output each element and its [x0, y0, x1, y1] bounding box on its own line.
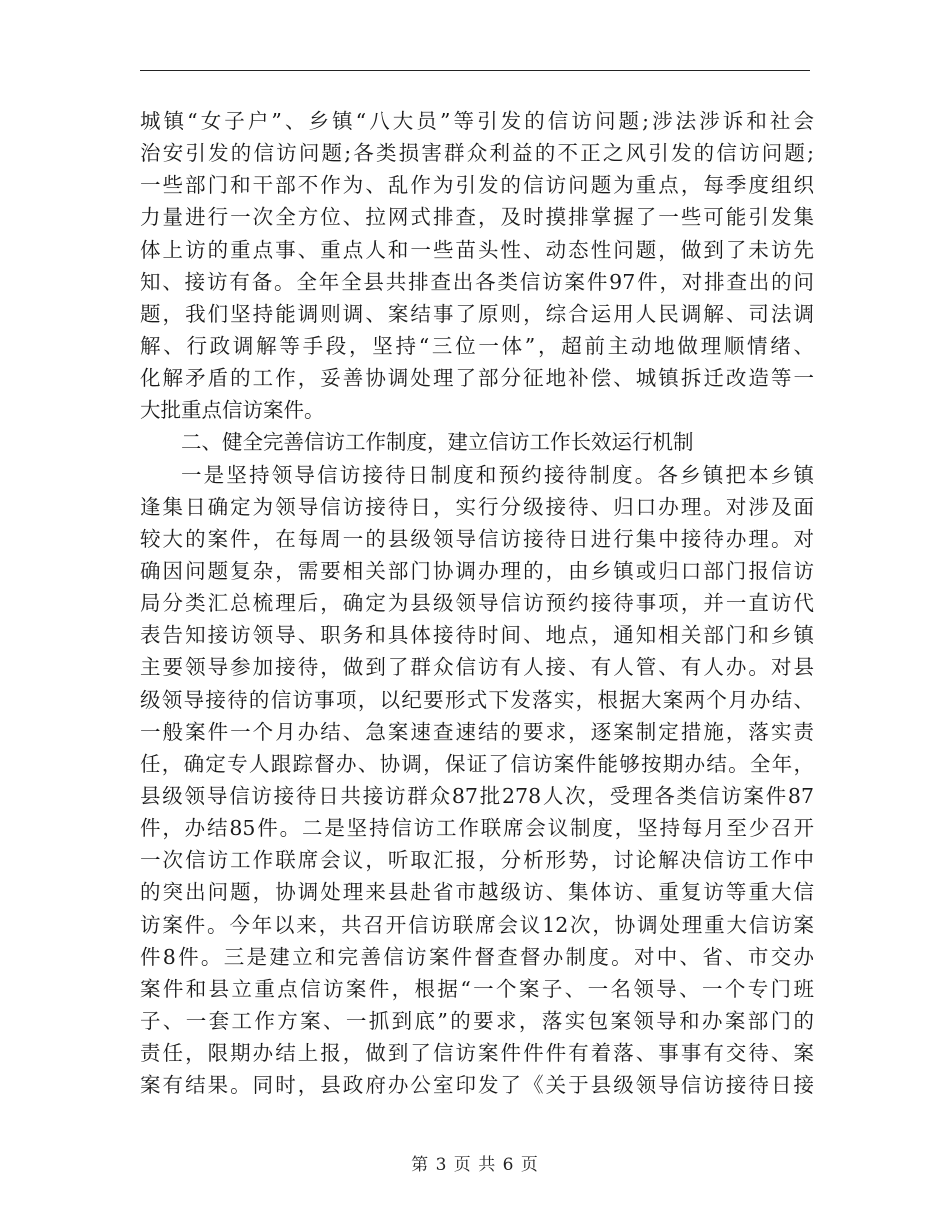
text-line: 城镇“女子户”、乡镇“八大员”等引发的信访问题;涉法涉诉和社会 [140, 109, 814, 133]
document-body [140, 105, 814, 1101]
text-line: 主要领导参加接待，做到了群众信访有人接、有人管、有人办。对县 [140, 655, 814, 680]
text-line: 逢集日确定为领导信访接待日，实行分级接待、归口办理。对涉及面 [140, 494, 814, 519]
text-line: 一些部门和干部不作为、乱作为引发的信访问题为重点，每季度组织 [140, 173, 814, 198]
text-line: 案件和县立重点信访案件，根据“一个案子、一名领导、一个专门班 [140, 976, 814, 1001]
text-line: 体上访的重点事、重点人和一些苗头性、动态性问题，做到了未访先 [140, 237, 814, 262]
page-number: 第 3 页 共 6 页 [411, 1155, 539, 1175]
text-line: 局分类汇总梳理后，确定为县级领导信访预约接待事项，并一直访代 [140, 591, 814, 616]
text-line: 件，办结85件。二是坚持信访工作联席会议制度，坚持每月至少召开 [140, 816, 814, 841]
text-line: 级领导接待的信访事项，以纪要形式下发落实，根据大案两个月办结、 [140, 687, 814, 712]
text-line: 一次信访工作联席会议，听取汇报，分析形势，讨论解决信访工作中 [140, 848, 814, 873]
text-line: 任，确定专人跟踪督办、协调，保证了信访案件能够按期办结。全年， [140, 751, 814, 776]
text-line: 的突出问题，协调处理来县赴省市越级访、集体访、重复访等重大信 [140, 880, 814, 905]
text-line: 知、接访有备。全年全县共排查出各类信访案件97件，对排查出的问 [140, 269, 814, 294]
text-line: 县级领导信访接待日共接访群众87批278人次，受理各类信访案件87 [140, 783, 814, 808]
text-line: 解、行政调解等手段，坚持“三位一体”，超前主动地做理顺情绪、 [140, 333, 814, 358]
text-line: 一是坚持领导信访接待日制度和预约接待制度。各乡镇把本乡镇 [181, 462, 814, 487]
text-line: 确因问题复杂，需要相关部门协调办理的，由乡镇或归口部门报信访 [140, 558, 814, 583]
section-heading: 二、健全完善信访工作制度，建立信访工作长效运行机制 [181, 430, 694, 455]
text-line: 大批重点信访案件。 [140, 398, 325, 423]
text-line: 力量进行一次全方位、拉网式排查，及时摸排掌握了一些可能引发集 [140, 205, 814, 230]
header-rule [140, 70, 810, 71]
text-line: 访案件。今年以来，共召开信访联席会议12次，协调处理重大信访案 [140, 912, 814, 937]
text-line: 表告知接访领导、职务和具体接待时间、地点，通知相关部门和乡镇 [140, 623, 814, 648]
text-line: 化解矛盾的工作，妥善协调处理了部分征地补偿、城镇拆迁改造等一 [140, 366, 814, 391]
text-line: 题，我们坚持能调则调、案结事了原则，综合运用人民调解、司法调 [140, 301, 814, 326]
text-line: 件8件。三是建立和完善信访案件督查督办制度。对中、省、市交办 [140, 944, 814, 969]
text-line: 案有结果。同时，县政府办公室印发了《关于县级领导信访接待日接 [140, 1073, 814, 1098]
text-line: 子、一套工作方案、一抓到底”的要求，落实包案领导和办案部门的 [140, 1008, 814, 1033]
text-line: 治安引发的信访问题;各类损害群众利益的不正之风引发的信访问题; [140, 141, 814, 166]
text-line: 一般案件一个月办结、急案速查速结的要求，逐案制定措施，落实责 [140, 719, 814, 744]
text-line: 责任，限期办结上报，做到了信访案件件件有着落、事事有交待、案 [140, 1041, 814, 1066]
text-line: 较大的案件，在每周一的县级领导信访接待日进行集中接待办理。对 [140, 526, 814, 551]
